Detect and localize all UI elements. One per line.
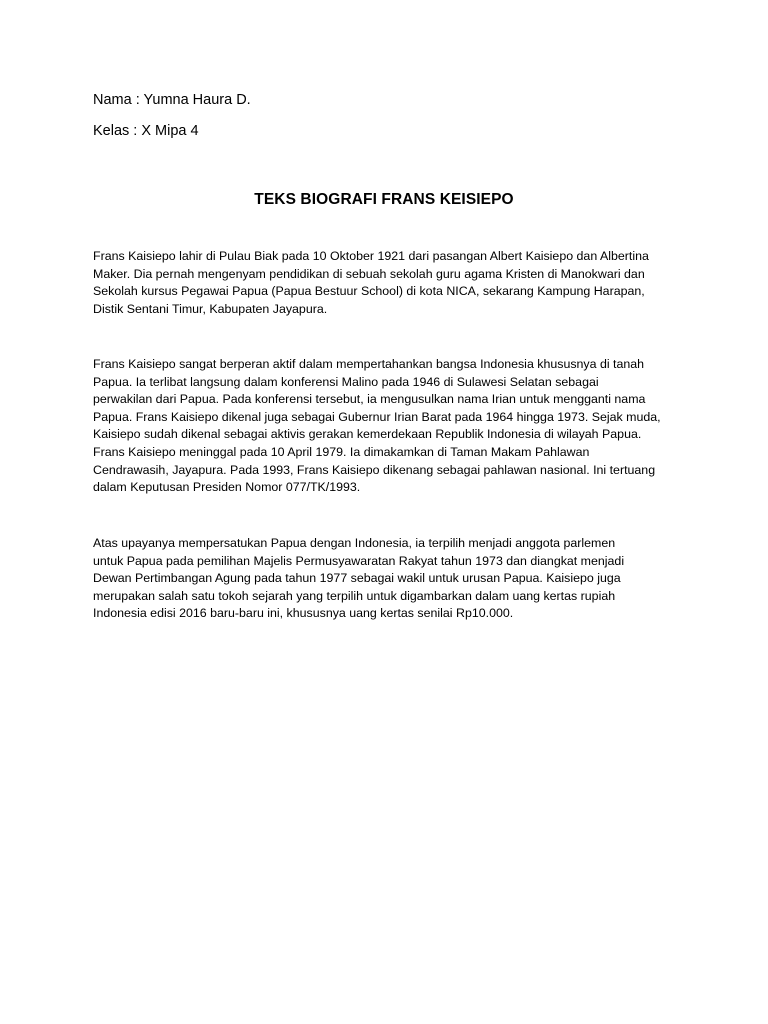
paragraph-line: Cendrawasih, Jayapura. Pada 1993, Frans Kaisiepo dikenang sebagai pahlawan nasional. Ini tertuang <box>93 462 656 477</box>
paragraph-3 <box>93 535 678 623</box>
paragraph-line: Maker. Dia pernah mengenyam pendidikan di sebuah sekolah guru agama Kristen di Manokwari dan <box>93 266 645 281</box>
paragraph-line: Frans Kaisiepo lahir di Pulau Biak pada 10 Oktober 1921 dari pasangan Albert Kaisiepo dan Albertina <box>93 249 649 263</box>
paragraph-line: dalam Keputusan Presiden Nomor 077/TK/1993. <box>93 480 361 495</box>
paragraph-line: perwakilan dari Papua. Pada konferensi tersebut, ia mengusulkan nama Irian untuk mengganti nama <box>93 392 646 407</box>
paragraph-line: Papua. Frans Kaisiepo dikenal juga sebagai Gubernur Irian Barat pada 1964 hingga 1973. Sejak muda, <box>93 409 661 424</box>
paragraph-line: Kaisiepo sudah dikenal sebagai aktivis gerakan kemerdekaan Republik Indonesia di wilayah Papua. <box>93 427 642 442</box>
paragraph-line: Distik Sentani Timur, Kabupaten Jayapura. <box>93 301 328 316</box>
paragraph-line: Sekolah kursus Pegawai Papua (Papua Bestuur School) di kota NICA, sekarang Kampung Harapan, <box>93 284 645 299</box>
paragraph-line: Frans Kaisiepo sangat berperan aktif dalam mempertahankan bangsa Indonesia khususnya di tanah <box>93 357 645 371</box>
document-title: TEKS BIOGRAFI FRANS KEISIEPO <box>254 191 514 208</box>
paragraph-line: Indonesia edisi 2016 baru-baru ini, khususnya uang kertas senilai Rp10.000. <box>93 606 514 621</box>
student-class: Kelas : X Mipa 4 <box>93 123 199 139</box>
paragraph-line: merupakan salah satu tokoh sejarah yang terpilih untuk digambarkan dalam uang kertas rupiah <box>93 588 616 603</box>
paragraph-1 <box>93 248 678 318</box>
paragraph-line: Frans Kaisiepo meninggal pada 10 April 1979. Ia dimakamkan di Taman Makam Pahlawan <box>93 444 590 459</box>
student-name: Nama : Yumna Haura D. <box>93 92 251 108</box>
paragraph-line: Papua. Ia terlibat langsung dalam konferensi Malino pada 1946 di Sulawesi Selatan sebagai <box>93 374 599 389</box>
paragraph-line: Atas upayanya mempersatukan Papua dengan Indonesia, ia terpilih menjadi anggota parlemen <box>93 536 616 550</box>
paragraph-line: Dewan Pertimbangan Agung pada tahun 1977 sebagai wakil untuk urusan Papua. Kaisiepo juga <box>93 571 621 586</box>
paragraph-line: untuk Papua pada pemilihan Majelis Permusyawaratan Rakyat tahun 1973 dan diangkat menjadi <box>93 553 625 568</box>
paragraph-2 <box>93 356 678 497</box>
